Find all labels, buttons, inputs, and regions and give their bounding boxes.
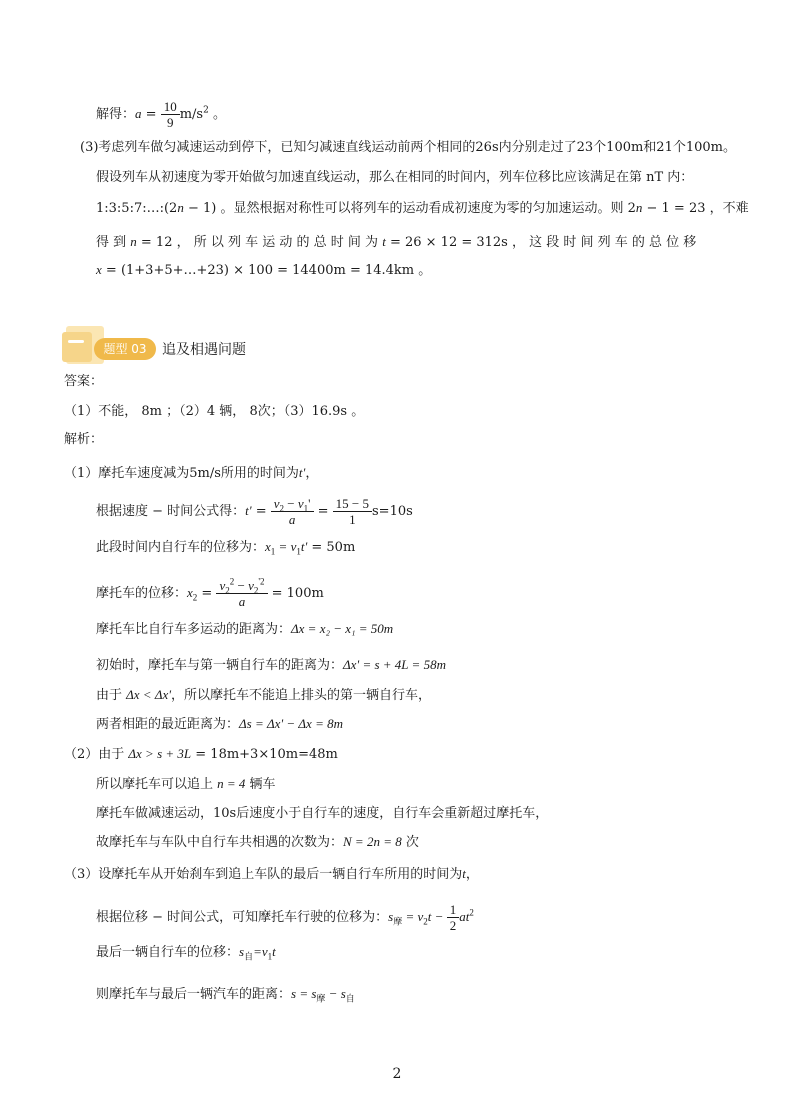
s3-line-3 <box>96 942 276 963</box>
s2-line-3: 摩托车做减速运动，10s后速度小于自行车的速度，自行车会重新超过摩托车， <box>96 806 549 821</box>
s1-line-5 <box>96 619 393 640</box>
text: 根据位移 − 时间公式，可知摩托车行驶的位移为： <box>96 910 389 925</box>
numerator: 10 <box>163 99 177 114</box>
s3-line-2 <box>96 902 474 933</box>
period: 。 <box>208 107 226 122</box>
section-badge <box>62 326 156 368</box>
text: ，所以摩托车不能追上排头的第一辆自行车， <box>171 688 432 703</box>
text: （3）设摩托车从开始刹车到追上车队的最后一辆自行车所用的时间为 <box>64 867 463 882</box>
page-number: 2 <box>392 1066 402 1082</box>
badge-label: 题型 03 <box>94 338 156 360</box>
p3-line-3 <box>96 198 749 219</box>
s1-line-4: 摩托车的位移：$x_2$ = $\frac{v_2^2 - v_2^{'2}}{a}$ = 100m <box>96 576 324 609</box>
text: 摩托车的位移： <box>96 586 188 601</box>
equation: n = 4 <box>217 776 246 791</box>
equation: $s_自=v_1t$ <box>239 944 276 962</box>
equation: Δx > s + 3L <box>128 746 192 761</box>
text: 得 到 <box>96 235 131 250</box>
text: 根据速度 − 时间公式得： <box>96 504 246 519</box>
equation-tail: $at^2$ <box>459 907 474 924</box>
equation: $s = s_摩 - s_自$ <box>291 986 355 1004</box>
text: 初始时，摩托车与第一辆自行车的距离为： <box>96 658 344 673</box>
text: = 12 ， 所 以 列 车 运 动 的 总 时 间 为 <box>136 235 383 250</box>
s1-line-2: 根据速度 − 时间公式得：t' = $\frac{v_2 - v_1'}{a}$ = $\frac{15 - 5}{1}$ s=10s <box>96 496 413 527</box>
text: 最后一辆自行车的位移： <box>96 945 240 960</box>
text: = 18m+3×10m=48m <box>191 747 338 762</box>
text: = (1+3+5+…+23) × 100 = 14400m = 14.4km 。 <box>101 263 432 278</box>
comma: ， <box>465 867 479 882</box>
equation: Δx < Δx' <box>126 687 171 702</box>
equation: Δx = x₂ − x₁ = 50m <box>291 621 394 636</box>
var-n: n <box>635 200 643 215</box>
text: 故摩托车与车队中自行车共相遇的次数为： <box>96 835 344 850</box>
answer-text: （1）不能， 8m ；（2）4 辆， 8次；（3）16.9s 。 <box>64 404 365 419</box>
p3-line-2: 假设列车从初速度为零开始做匀加速直线运动，那么在相同的时间内，列车位移比应该满足在第 nT 内： <box>96 170 694 185</box>
equation: N = 2n = 8 <box>343 834 402 849</box>
solve-line <box>96 99 226 130</box>
s3-line-4 <box>96 984 355 1005</box>
denominator: 1 <box>333 511 372 527</box>
p3-line-1: (3)考虑列车做匀减速运动到停下，已知匀减速直线运动前两个相同的26s内分别走过了23个100m和21个100m。 <box>80 140 736 155</box>
var-a: a <box>135 106 142 121</box>
section-title: 追及相遇问题 <box>162 342 246 358</box>
denominator: 2 <box>447 917 460 933</box>
var-t: t <box>462 866 466 881</box>
text: 此段时间内自行车的位移为： <box>96 540 266 555</box>
comma: ， <box>305 466 319 481</box>
text: 1:3:5:7:…:(2 <box>96 201 178 216</box>
text: （2）由于 <box>64 747 129 762</box>
numerator: $v_2 - v_1'$ <box>273 496 311 514</box>
text: 则摩托车与最后一辆汽车的距离： <box>96 987 292 1002</box>
var-n: n <box>177 200 184 215</box>
badge-note-icon <box>62 332 92 362</box>
text: 所以摩托车可以追上 <box>96 777 218 792</box>
var-n: n <box>130 234 137 249</box>
result: = 100m <box>267 586 324 601</box>
text: 摩托车比自行车多运动的距离为： <box>96 622 292 637</box>
denominator: 9 <box>161 114 180 130</box>
answer-label: 答案： <box>64 374 104 389</box>
unit-exponent: 2 <box>203 105 209 116</box>
s1-line-8 <box>96 714 343 735</box>
text: 两者相距的最近距离为： <box>96 717 240 732</box>
s1-line-6 <box>96 655 446 676</box>
fraction <box>447 902 460 933</box>
s1-line-1 <box>64 463 318 484</box>
p3-line-5 <box>96 260 431 281</box>
s1-line-3 <box>96 537 355 558</box>
numerator: 1 <box>449 902 457 917</box>
equation: $x_1 = v_1t'$ <box>265 539 308 557</box>
var-t-prime: t' <box>298 465 306 480</box>
var-t: t <box>382 234 386 249</box>
var-x2: $x_2$ <box>187 585 198 603</box>
numerator: $v_2^2 - v_2^{'2}$ <box>219 576 265 596</box>
s2-line-4 <box>96 832 419 853</box>
result: s=10s <box>372 504 413 519</box>
fraction <box>271 496 314 527</box>
s2-line-1 <box>64 744 338 765</box>
equation: Δs = Δx' − Δx = 8m <box>239 716 343 731</box>
fraction <box>333 496 372 527</box>
equation: Δx' = s + 4L = 58m <box>343 657 446 672</box>
analysis-label: 解析： <box>64 432 104 447</box>
text: − 1) 。显然根据对称性可以将列车的运动看成初速度为零的匀加速运动。则 2 <box>183 201 636 216</box>
s2-line-2 <box>96 774 276 795</box>
eq: = <box>141 107 161 122</box>
text: − 1 = 23 ，不难 <box>642 201 749 216</box>
s1-line-7 <box>96 685 431 706</box>
text: 由于 <box>96 688 127 703</box>
text: = 26 × 12 = 312s ， 这 段 时 间 列 车 的 总 位 移 <box>385 235 697 250</box>
text: 次 <box>401 835 419 850</box>
equation: $s_摩 = v_2t$ − <box>388 909 447 927</box>
solve-label: 解得： <box>96 107 136 122</box>
denominator: a <box>271 511 314 527</box>
numerator: 15 − 5 <box>335 496 370 511</box>
denominator: a <box>216 593 267 609</box>
fraction <box>216 578 267 609</box>
result: = 50m <box>307 540 356 555</box>
p3-line-4 <box>96 232 696 253</box>
text: 辆车 <box>245 777 276 792</box>
text: （1）摩托车速度减为5m/s所用的时间为 <box>64 466 299 481</box>
unit: m/s <box>179 107 204 122</box>
s3-line-1 <box>64 864 479 885</box>
var-x: x <box>96 262 102 277</box>
fraction <box>161 99 180 130</box>
var-t-prime: t' <box>245 503 252 518</box>
